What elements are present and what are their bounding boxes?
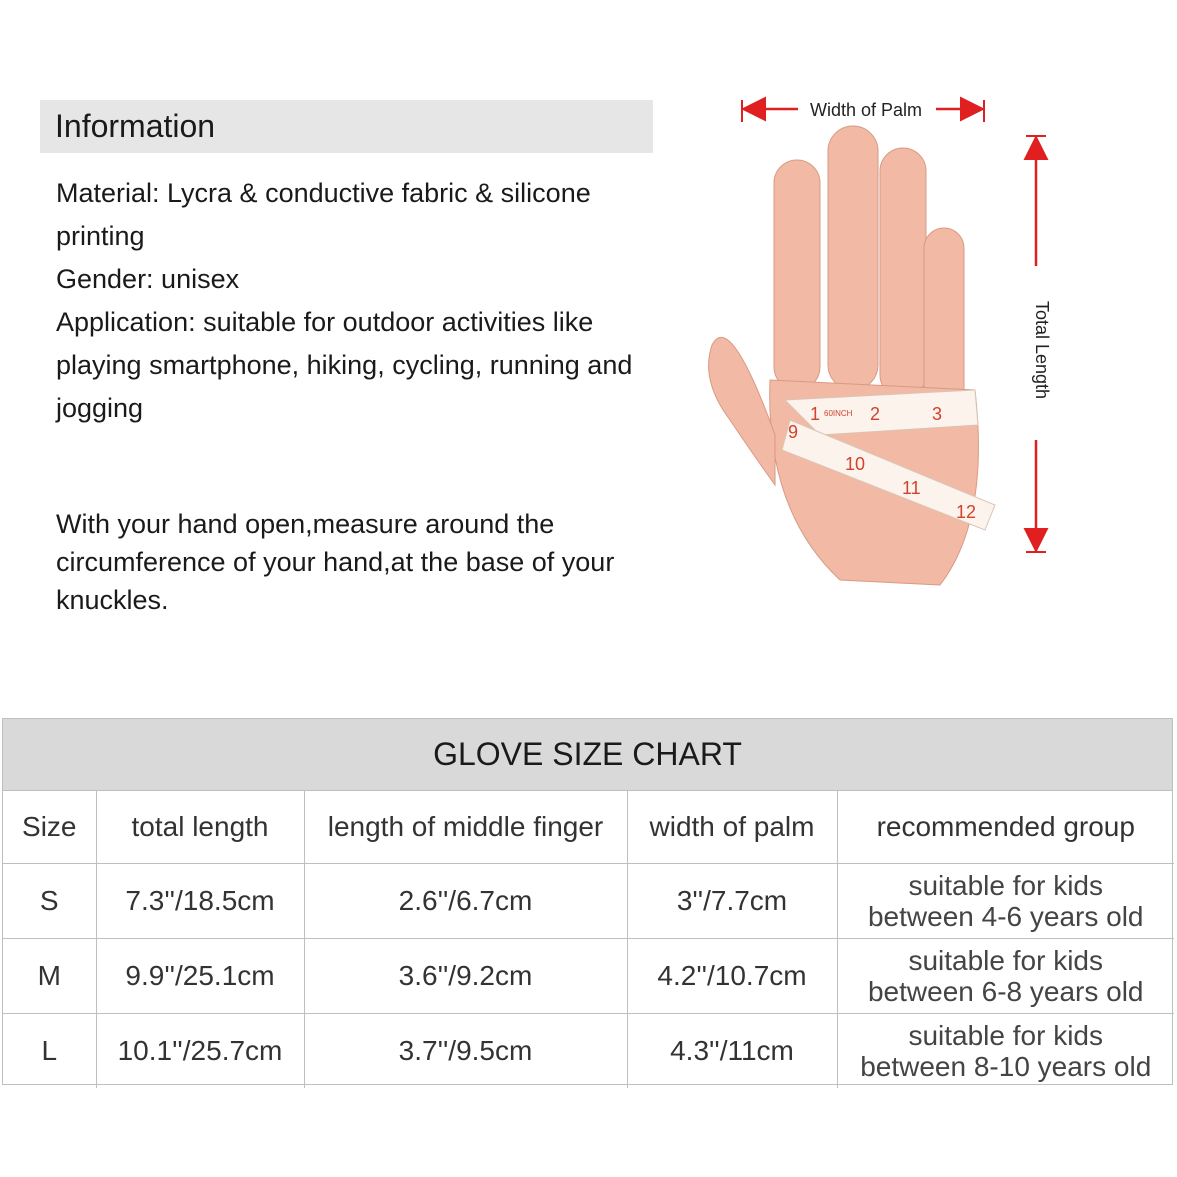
material-text: Material: Lycra & conductive fabric & silicone printing [56,178,591,251]
palm-width-cell: 4.2''/10.7cm [627,939,837,1014]
hand-measurement-figure [690,90,1070,610]
tape-mark-9: 9 [788,422,799,442]
table-row [3,864,1174,939]
tape-mark-10: 10 [845,454,866,474]
hand-shape [709,126,979,585]
group-line: suitable for kids [908,1020,1104,1051]
header-size: Size [3,791,96,864]
recommended-group-cell [837,1014,1174,1089]
hand-illustration [690,90,1070,610]
header-middle-finger: length of middle finger [304,791,627,864]
palm-width-cell: 3''/7.7cm [627,864,837,939]
size-table [3,791,1174,1088]
group-line: between 6-8 years old [867,976,1144,1007]
header-recommended-group: recommended group [837,791,1174,864]
chart-title: GLOVE SIZE CHART [3,719,1172,791]
group-line: suitable for kids [908,945,1104,976]
tape-mark-3: 3 [932,404,943,424]
table-header-row [3,791,1174,864]
group-line: between 4-6 years old [867,901,1144,932]
group-line: suitable for kids [908,870,1104,901]
tape-mark-12: 12 [956,502,977,522]
middle-finger-cell: 3.6''/9.2cm [304,939,627,1014]
recommended-group-cell [837,864,1174,939]
total-length-cell: 10.1''/25.7cm [96,1014,304,1089]
total-length-cell: 7.3''/18.5cm [96,864,304,939]
information-header [40,100,653,153]
table-row [3,939,1174,1014]
width-of-palm-label: Width of Palm [809,100,923,120]
recommended-group-cell [837,939,1174,1014]
gender-text: Gender: unisex [56,264,240,294]
size-cell: M [3,939,96,1014]
group-line: between 8-10 years old [860,1051,1152,1082]
middle-finger-cell: 2.6''/6.7cm [304,864,627,939]
size-cell: S [3,864,96,939]
header-total-length: total length [96,791,304,864]
information-title: Information [55,108,216,144]
header-palm-width: width of palm [627,791,837,864]
tape-unit: 60INCH [824,409,853,418]
tape-mark-1: 1 [810,404,821,424]
glove-size-chart [2,718,1173,1085]
total-length-label: Total Length [1032,300,1052,400]
information-body [56,172,666,430]
total-length-cell: 9.9''/25.1cm [96,939,304,1014]
table-row [3,1014,1174,1089]
tape-mark-11: 11 [902,478,921,498]
measure-instructions: With your hand open,measure around the circumference of your hand,at the base of your knuckles. [56,509,615,615]
size-cell: L [3,1014,96,1089]
tape-mark-2: 2 [870,404,881,424]
middle-finger-cell: 3.7''/9.5cm [304,1014,627,1089]
palm-width-cell: 4.3''/11cm [627,1014,837,1089]
application-text: Application: suitable for outdoor activities like playing smartphone, hiking, cycling, running and jogging [56,307,633,423]
